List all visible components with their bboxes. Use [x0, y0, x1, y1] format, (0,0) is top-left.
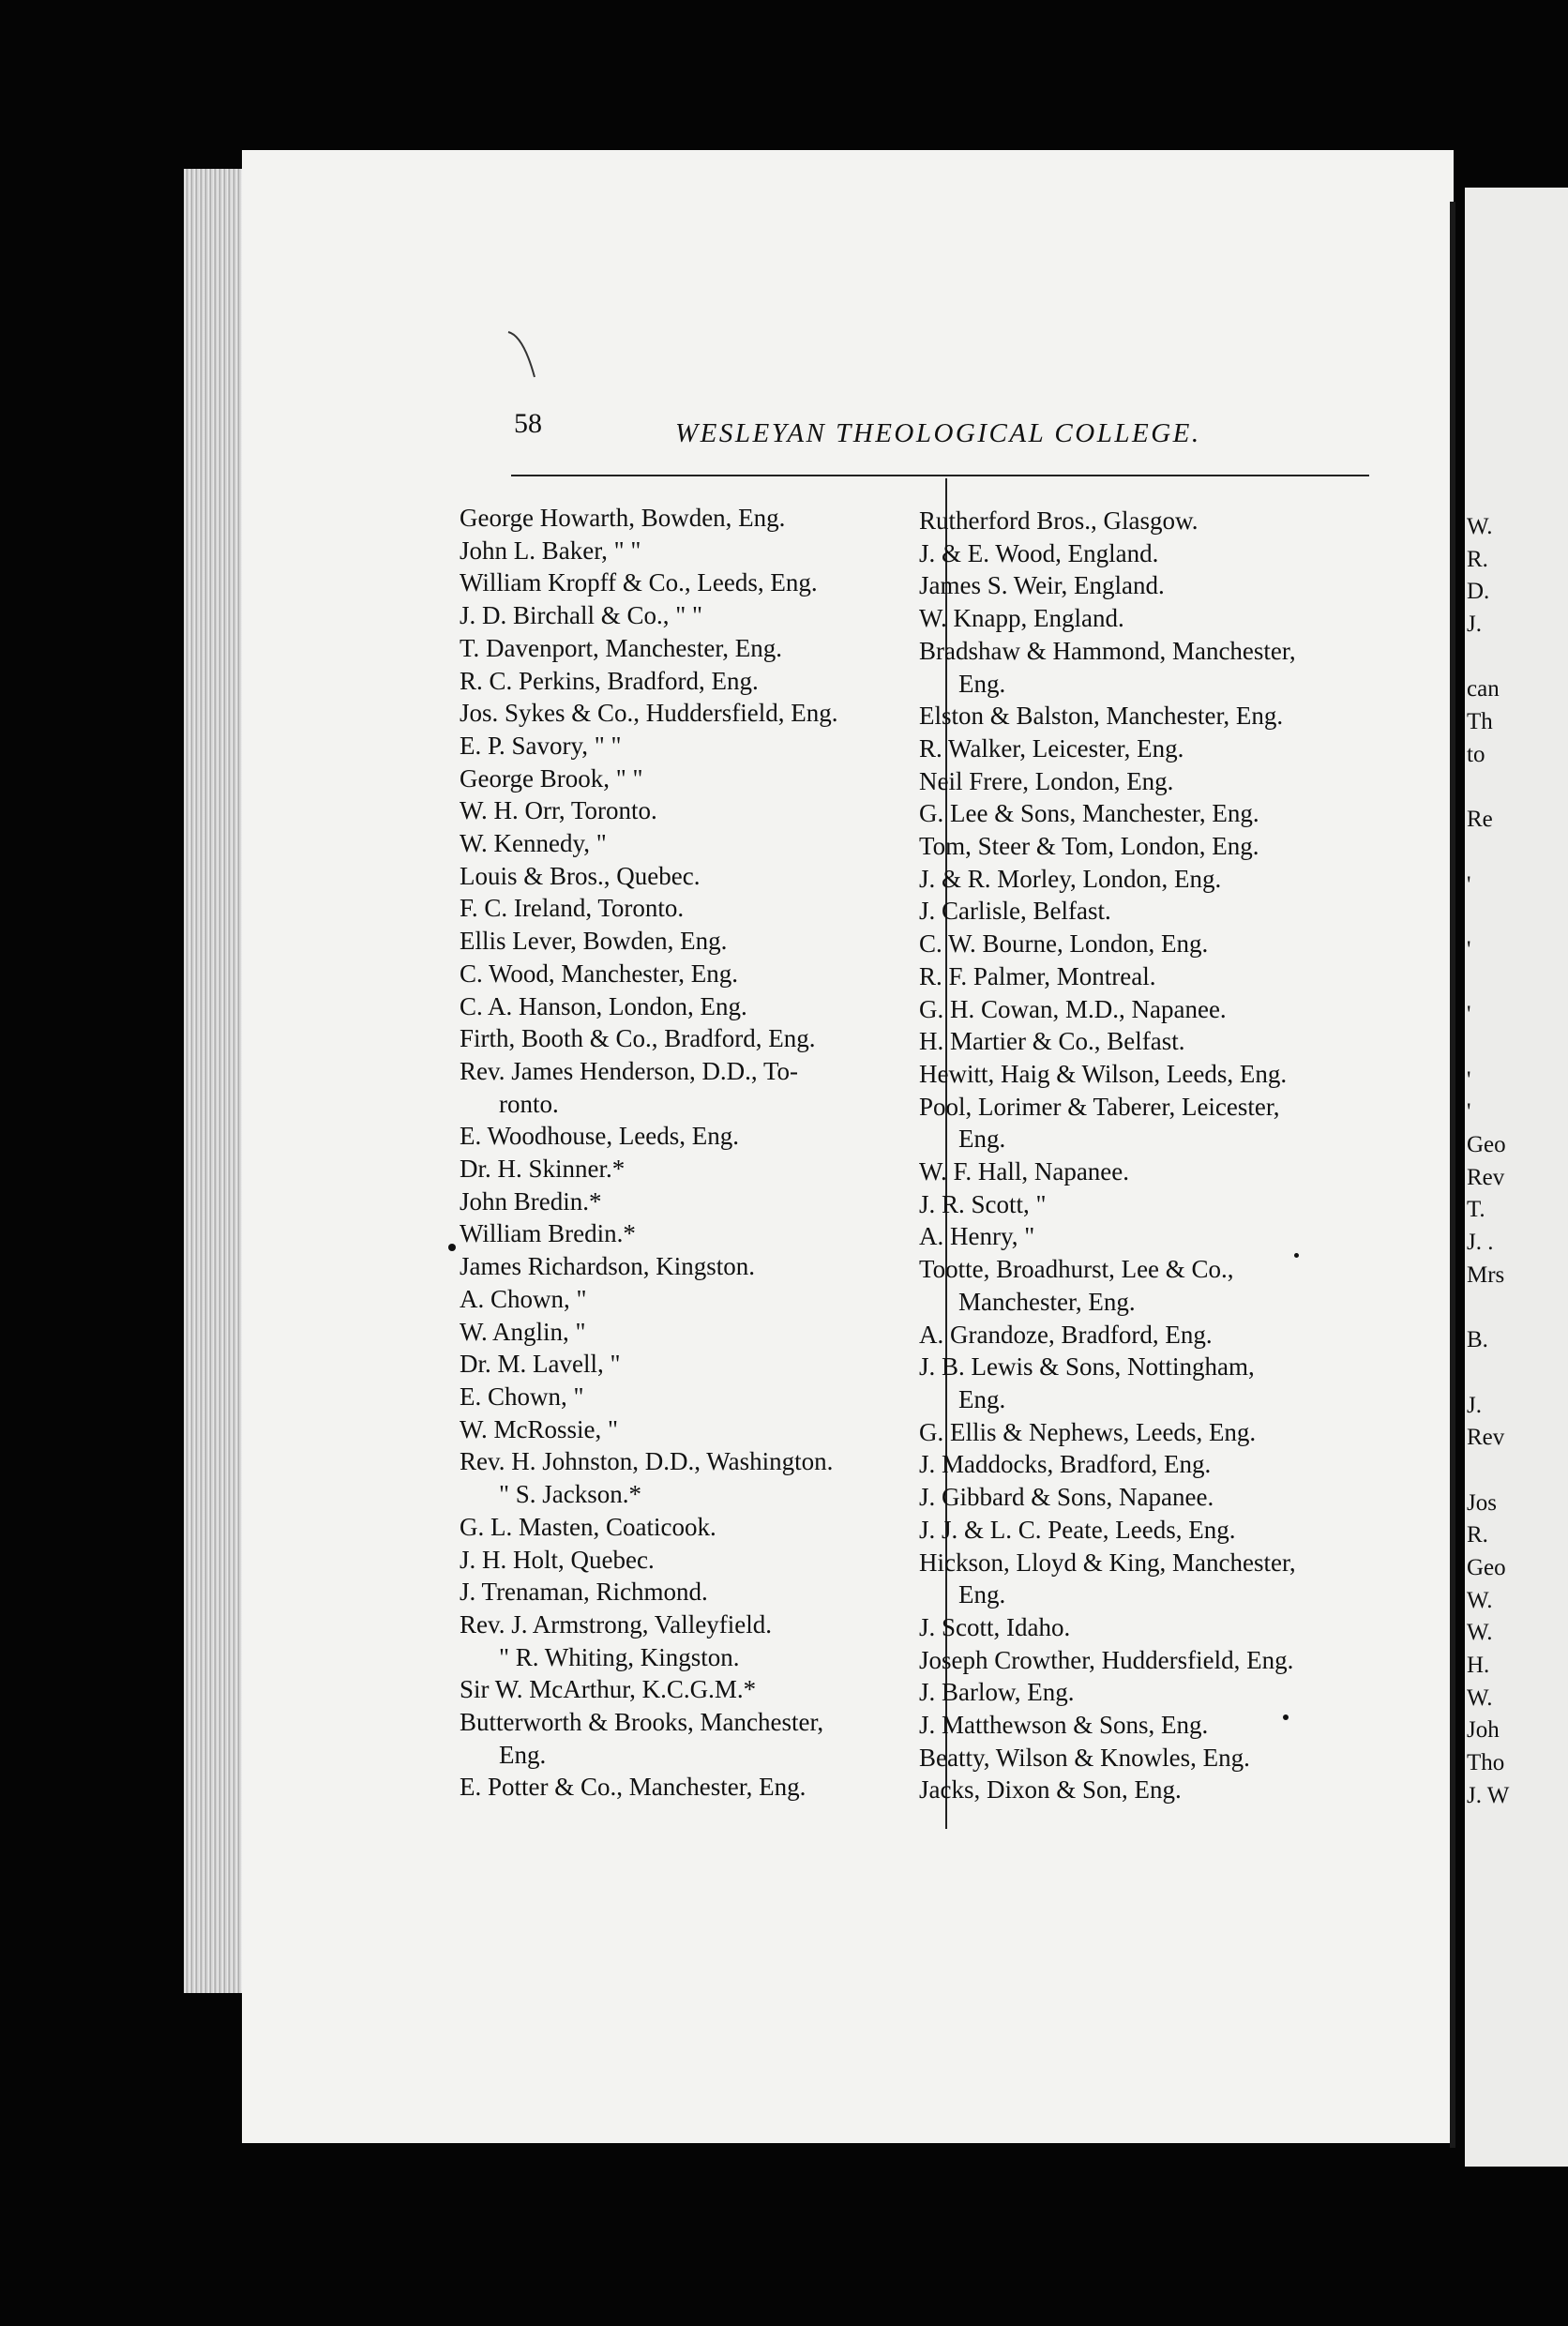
subscriber-entry: Dr. H. Skinner.*: [460, 1155, 626, 1184]
facing-page-fragment: [1467, 642, 1509, 674]
facing-page-fragment: Re: [1467, 807, 1493, 833]
subscriber-entry: Neil Frere, London, Eng.: [919, 766, 1174, 795]
facing-page-fragment: J. W: [1467, 1782, 1510, 1808]
header-rule: [511, 475, 1369, 476]
subscriber-entry: G. Lee & Sons, Manchester, Eng.: [919, 799, 1259, 828]
facing-page-fragment: W.: [1467, 1620, 1493, 1646]
running-head: WESLEYAN THEOLOGICAL COLLEGE.: [675, 418, 1201, 448]
subscriber-entry: A. Chown, ": [460, 1284, 587, 1313]
subscriber-entry: R. C. Perkins, Bradford, Eng.: [460, 666, 759, 695]
subscriber-entry: James S. Weir, England.: [919, 571, 1165, 600]
subscriber-entry: J. Gibbard & Sons, Napanee.: [919, 1483, 1214, 1512]
subscriber-entry: Joseph Crowther, Huddersfield, Eng.: [919, 1645, 1294, 1674]
subscriber-entry: Rev. J. Armstrong, Valleyfield.: [460, 1609, 772, 1639]
subscriber-entry: C. W. Bourne, London, Eng.: [919, 929, 1209, 959]
subscriber-entry: J. Trenaman, Richmond.: [460, 1578, 708, 1607]
subscriber-entry: John Bredin.*: [460, 1186, 602, 1216]
subscriber-entry: E. P. Savory, " ": [460, 731, 622, 760]
subscriber-entry: W. Anglin, ": [460, 1317, 586, 1346]
subscriber-entry: J. J. & L. C. Peate, Leeds, Eng.: [919, 1515, 1236, 1544]
facing-page-fragment: ': [1467, 1002, 1471, 1028]
facing-page-fragment: J. .: [1467, 1230, 1494, 1256]
subscriber-entry: A. Henry, ": [919, 1222, 1035, 1251]
facing-page-fragment: H.: [1467, 1653, 1490, 1679]
subscriber-entry: Beatty, Wilson & Knowles, Eng.: [919, 1743, 1250, 1772]
facing-page-fragment: Rev: [1467, 1164, 1505, 1190]
subscriber-entry: J. & R. Morley, London, Eng.: [919, 864, 1222, 893]
facing-page-fragment: to: [1467, 741, 1485, 767]
subscriber-entry: Hickson, Lloyd & King, Manchester,: [919, 1548, 1296, 1577]
facing-page-fragment: B.: [1467, 1327, 1488, 1353]
subscriber-entry: Eng.: [499, 1740, 547, 1769]
subscriber-entry: J. H. Holt, Quebec.: [460, 1545, 655, 1574]
subscriber-entry: Manchester, Eng.: [958, 1287, 1136, 1316]
subscriber-entry: T. Davenport, Manchester, Eng.: [460, 633, 783, 662]
subscriber-entry: Louis & Bros., Quebec.: [460, 861, 701, 890]
subscriber-entry: W. Kennedy, ": [460, 829, 607, 858]
facing-page-fragment: W.: [1467, 514, 1493, 539]
subscriber-entry: J. Matthewson & Sons, Eng.: [919, 1711, 1209, 1740]
page-edges: [184, 169, 244, 1993]
subscriber-entry: A. Grandoze, Bradford, Eng.: [919, 1320, 1213, 1349]
facing-page-fragment: Geo: [1467, 1132, 1506, 1158]
subscriber-entry: E. Potter & Co., Manchester, Eng.: [460, 1773, 807, 1802]
subscriber-entry: C. A. Hanson, London, Eng.: [460, 991, 747, 1020]
facing-page-fragment: J.: [1467, 612, 1482, 638]
subscriber-entry: Jos. Sykes & Co., Huddersfield, Eng.: [460, 699, 838, 728]
subscriber-entry: J. B. Lewis & Sons, Nottingham,: [919, 1352, 1255, 1382]
facing-page-fragment: [1467, 837, 1509, 869]
subscriber-entry: Eng.: [958, 1125, 1006, 1154]
subscriber-entry: E. Woodhouse, Leeds, Eng.: [460, 1122, 740, 1151]
subscriber-entry: W. F. Hall, Napanee.: [919, 1157, 1130, 1186]
facing-page-fragment: [1467, 901, 1509, 934]
facing-page-fragment: J.: [1467, 1392, 1482, 1418]
facing-page-fragment: Rev: [1467, 1425, 1505, 1451]
left-column: [460, 502, 919, 1804]
facing-page-fragment: Geo: [1467, 1555, 1506, 1580]
page-number: 58: [514, 408, 542, 439]
facing-page-fragment: ': [1467, 1066, 1471, 1093]
facing-page-fragment: [1467, 967, 1509, 1000]
facing-page-fragment: Th: [1467, 709, 1493, 735]
subscriber-entry: George Brook, " ": [460, 763, 643, 793]
subscriber-entry: G. H. Cowan, M.D., Napanee.: [919, 994, 1227, 1023]
subscriber-entry: Tootte, Broadhurst, Lee & Co.,: [919, 1255, 1234, 1284]
subscriber-entry: W. Knapp, England.: [919, 604, 1124, 633]
subscriber-entry: J. D. Birchall & Co., " ": [460, 601, 703, 630]
facing-page-fragment: Mrs: [1467, 1261, 1505, 1288]
subscriber-entry: Sir W. McArthur, K.C.G.M.*: [460, 1675, 757, 1704]
subscriber-entry: W. McRossie, ": [460, 1414, 619, 1443]
facing-page-fragment: T.: [1467, 1197, 1485, 1223]
facing-page-fragment: ': [1467, 871, 1471, 898]
subscriber-entry: H. Martier & Co., Belfast.: [919, 1027, 1185, 1056]
subscriber-entry: " S. Jackson.*: [499, 1480, 642, 1509]
subscriber-entry: ronto.: [499, 1089, 559, 1118]
subscriber-entry: Dr. M. Lavell, ": [460, 1350, 621, 1379]
subscriber-entry: William Kropff & Co., Leeds, Eng.: [460, 568, 818, 597]
facing-page: [1465, 188, 1568, 2167]
facing-page-text: [1467, 511, 1509, 1813]
subscriber-entry: J. & E. Wood, England.: [919, 538, 1159, 567]
pencil-mark-icon: [506, 328, 544, 385]
facing-page-fragment: ': [1467, 936, 1471, 962]
facing-page-fragment: [1467, 1292, 1509, 1325]
subscriber-entry: Tom, Steer & Tom, London, Eng.: [919, 832, 1259, 861]
facing-page-fragment: [1467, 772, 1509, 805]
subscriber-entry: " R. Whiting, Kingston.: [499, 1642, 740, 1671]
subscriber-entry: Bradshaw & Hammond, Manchester,: [919, 636, 1296, 665]
subscriber-entry: Jacks, Dixon & Son, Eng.: [919, 1775, 1182, 1805]
subscriber-entry: Pool, Lorimer & Taberer, Leicester,: [919, 1092, 1280, 1121]
subscriber-entry: R. F. Palmer, Montreal.: [919, 961, 1156, 990]
right-column: [919, 505, 1369, 1806]
subscriber-entry: Rutherford Bros., Glasgow.: [919, 506, 1199, 535]
facing-page-fragment: can: [1467, 676, 1500, 702]
subscriber-entry: George Howarth, Bowden, Eng.: [460, 504, 786, 532]
subscriber-entry: Ellis Lever, Bowden, Eng.: [460, 927, 728, 956]
facing-page-fragment: [1467, 1455, 1509, 1488]
subscriber-entry: E. Chown, ": [460, 1382, 584, 1411]
facing-page-fragment: Tho: [1467, 1750, 1505, 1776]
facing-page-fragment: W.: [1467, 1587, 1493, 1613]
subscriber-entry: W. H. Orr, Toronto.: [460, 796, 657, 825]
subscriber-entry: Firth, Booth & Co., Bradford, Eng.: [460, 1024, 816, 1053]
ink-speck: [448, 1244, 456, 1251]
subscriber-entry: J. Carlisle, Belfast.: [919, 897, 1111, 926]
subscriber-entry: Rev. James Henderson, D.D., To-: [460, 1056, 799, 1085]
subscriber-entry: Butterworth & Brooks, Manchester,: [460, 1708, 824, 1737]
subscriber-entry: G. Ellis & Nephews, Leeds, Eng.: [919, 1417, 1257, 1446]
subscriber-entry: R. Walker, Leicester, Eng.: [919, 733, 1184, 763]
subscriber-entry: J. Barlow, Eng.: [919, 1678, 1075, 1707]
gutter: [1450, 202, 1455, 2148]
subscriber-entry: J. Maddocks, Bradford, Eng.: [919, 1450, 1212, 1479]
facing-page-fragment: Jos: [1467, 1489, 1497, 1516]
subscriber-entry: William Bredin.*: [460, 1219, 636, 1248]
facing-page-fragment: R.: [1467, 546, 1488, 572]
ink-speck: [1294, 1253, 1299, 1258]
subscriber-entry: Eng.: [958, 1580, 1006, 1609]
subscriber-entry: J. R. Scott, ": [919, 1189, 1047, 1218]
subscriber-entry: G. L. Masten, Coaticook.: [460, 1512, 716, 1541]
subscriber-entry: Rev. H. Johnston, D.D., Washington.: [460, 1447, 834, 1476]
subscriber-entry: Eng.: [958, 669, 1006, 698]
subscriber-entry: J. Scott, Idaho.: [919, 1612, 1071, 1641]
subscriber-entry: James Richardson, Kingston.: [460, 1252, 755, 1281]
facing-page-fragment: R.: [1467, 1522, 1488, 1548]
subscriber-entry: Hewitt, Haig & Wilson, Leeds, Eng.: [919, 1059, 1288, 1088]
subscriber-entry: John L. Baker, " ": [460, 536, 641, 565]
facing-page-fragment: D.: [1467, 579, 1490, 605]
facing-page-fragment: [1467, 1357, 1509, 1390]
subscriber-entry: Elston & Balston, Manchester, Eng.: [919, 702, 1284, 731]
subscriber-entry: C. Wood, Manchester, Eng.: [460, 959, 738, 988]
ink-speck: [1283, 1714, 1289, 1720]
facing-page-fragment: ': [1467, 1099, 1471, 1125]
facing-page-fragment: [1467, 1032, 1509, 1065]
facing-page-fragment: Joh: [1467, 1717, 1500, 1744]
subscriber-entry: Eng.: [958, 1384, 1006, 1413]
subscriber-entry: F. C. Ireland, Toronto.: [460, 894, 685, 923]
facing-page-fragment: W.: [1467, 1684, 1493, 1711]
